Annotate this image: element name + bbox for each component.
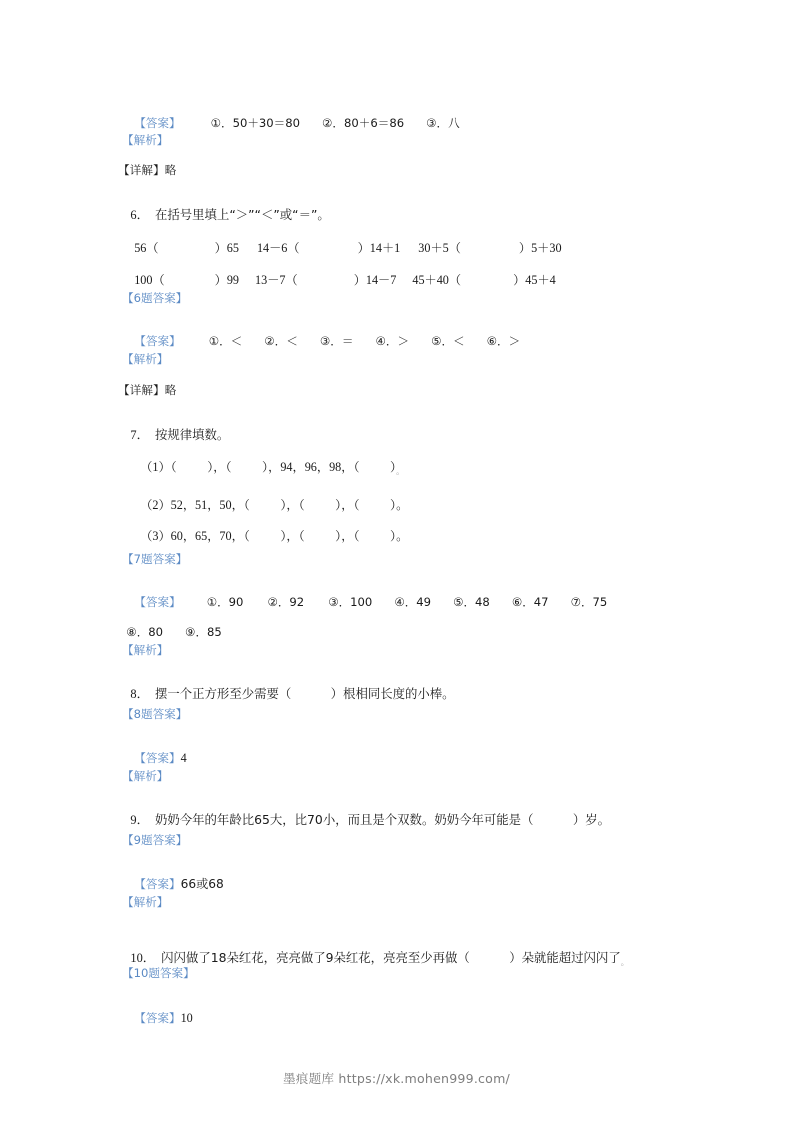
answer-tag: 【答案】 bbox=[134, 116, 181, 131]
q9-answer-header: 【9题答案】 bbox=[122, 833, 188, 847]
q7-sub-1 bbox=[128, 449, 404, 486]
footer-watermark bbox=[0, 1068, 793, 1087]
q10-answer-row bbox=[122, 1000, 193, 1037]
answer-tag: 【答案】 bbox=[134, 595, 181, 610]
q6-answer-header: 【6题答案】 bbox=[122, 291, 188, 305]
q6-analysis-tag: 【解析】 bbox=[122, 352, 169, 366]
q8-answer-header: 【8题答案】 bbox=[122, 707, 188, 721]
q6-cell: 56（ bbox=[134, 241, 159, 256]
q7-sub-text: （2）52，51，50，（ ），（ ），（ ）。 bbox=[140, 498, 409, 513]
answer-item: ③．＝ bbox=[319, 334, 354, 349]
q7-answer-header: 【7题答案】 bbox=[122, 552, 188, 566]
answer-item: ⑥．47 bbox=[511, 595, 549, 610]
q8-prompt-text: 摆一个正方形至少需要（ ）根相同长度的小棒。 bbox=[154, 686, 455, 702]
q5-analysis-tag: 【解析】 bbox=[122, 133, 169, 147]
q6-cell: ）14－7 bbox=[353, 273, 397, 288]
q6-cell: ）5＋30 bbox=[518, 241, 562, 256]
q7-sub-text: （3）60，65，70，（ ），（ ），（ ）。 bbox=[140, 529, 409, 544]
answer-tag: 【答案】 bbox=[134, 877, 181, 892]
answer-tag: 【答案】 bbox=[134, 334, 181, 349]
trailing-period: 。 bbox=[620, 958, 629, 968]
answer-item: ①．90 bbox=[206, 595, 244, 610]
q7-sub-text: （1）（ ），（ ），94，96，98，（ ） bbox=[140, 460, 397, 475]
answer-value: 10 bbox=[180, 1011, 193, 1026]
q6-prompt bbox=[118, 197, 330, 234]
q6-cell: 100（ bbox=[134, 273, 165, 288]
q5-answer-row bbox=[122, 105, 460, 142]
answer-item: ⑥．＞ bbox=[486, 334, 521, 349]
answer-item: ②．＜ bbox=[264, 334, 298, 349]
q9-number: 9． bbox=[130, 813, 149, 828]
q7-sub-3 bbox=[128, 518, 408, 555]
answer-item: ①．50＋30＝80 bbox=[210, 116, 301, 131]
q5-detail-line: 【详解】略 bbox=[118, 163, 177, 177]
trailing-period: 。 bbox=[396, 467, 405, 477]
q9-analysis-tag: 【解析】 bbox=[122, 895, 169, 909]
q7-prompt-text: 按规律填数。 bbox=[154, 427, 230, 443]
q6-answer-row bbox=[122, 323, 520, 360]
q10-answer-header: 【10题答案】 bbox=[122, 966, 195, 980]
q8-number: 8． bbox=[130, 687, 149, 702]
q6-cell: ）45＋4 bbox=[513, 273, 556, 288]
answer-item: ④．49 bbox=[394, 595, 432, 610]
answer-item: ⑨．85 bbox=[185, 625, 222, 640]
site-url: https://xk.mohen999.com/ bbox=[338, 1071, 510, 1086]
q6-cell: 30＋5（ bbox=[418, 241, 461, 256]
q6-cell: ）65 bbox=[214, 241, 239, 256]
q10-number: 10． bbox=[130, 951, 156, 966]
q6-cell: 45＋40（ bbox=[412, 273, 462, 288]
q6-cell: ）14＋1 bbox=[357, 241, 401, 256]
q6-prompt-text: 在括号里填上“＞”“＜”或“＝”。 bbox=[154, 207, 330, 223]
answer-item: ③．八 bbox=[426, 116, 460, 131]
answer-item: ②．92 bbox=[267, 595, 305, 610]
answer-tag: 【答案】 bbox=[134, 1011, 181, 1026]
answer-item: ③．100 bbox=[328, 595, 373, 610]
q7-analysis-tag: 【解析】 bbox=[122, 643, 169, 657]
q6-number: 6． bbox=[130, 208, 149, 223]
answer-value: 4 bbox=[180, 751, 187, 766]
q7-number: 7． bbox=[130, 428, 149, 443]
q6-detail-line: 【详解】略 bbox=[118, 383, 177, 397]
site-name: 墨痕题库 bbox=[283, 1071, 335, 1086]
answer-item: ⑦．75 bbox=[570, 595, 608, 610]
q6-cell: 14－6（ bbox=[256, 241, 300, 256]
answer-value: 66或68 bbox=[180, 877, 224, 892]
q9-prompt bbox=[118, 802, 610, 839]
q10-prompt-text: 闪闪做了18朵红花，亮亮做了9朵红花，亮亮至少再做（ ）朵就能超过闪闪了 bbox=[161, 950, 621, 966]
answer-item: ⑧．80 bbox=[126, 625, 164, 640]
answer-tag: 【答案】 bbox=[134, 751, 181, 766]
q9-prompt-text: 奶奶今年的年龄比65大，比70小，而且是个双数。奶奶今年可能是（ ）岁。 bbox=[154, 812, 611, 828]
answer-item: ⑤．＜ bbox=[431, 334, 465, 349]
answer-item: ①．＜ bbox=[208, 334, 243, 349]
answer-item: ⑤．48 bbox=[453, 595, 490, 610]
answer-item: ④．＞ bbox=[375, 334, 410, 349]
q6-cell: ）99 bbox=[214, 273, 240, 288]
q8-analysis-tag: 【解析】 bbox=[122, 769, 169, 783]
answer-item: ②．80＋6＝86 bbox=[322, 116, 405, 131]
q6-cell: 13－7（ bbox=[255, 273, 298, 288]
